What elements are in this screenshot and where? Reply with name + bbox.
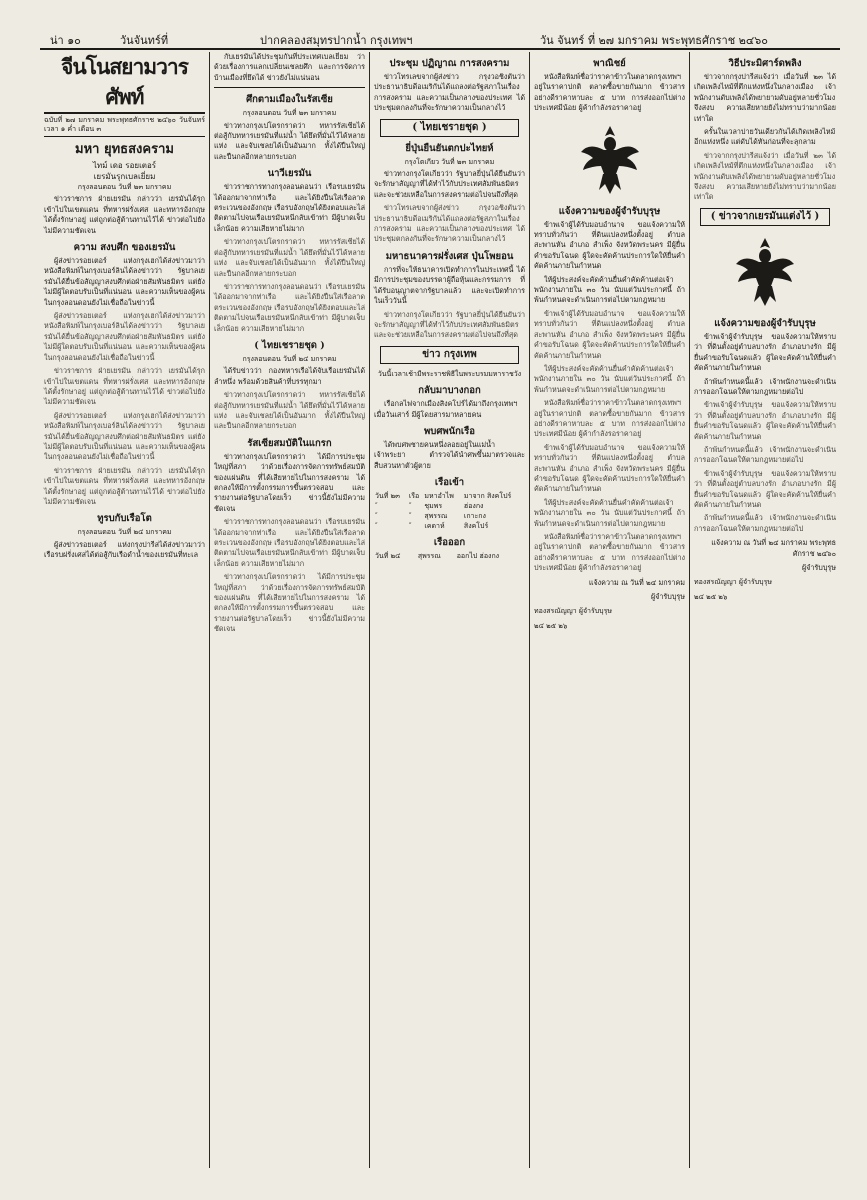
paris-dateline: กรุงลอนดอน วันที่ ๒๔ มกราคม bbox=[77, 528, 172, 537]
table-cell: มหาอำไพ bbox=[424, 492, 454, 501]
col5-top-body-cont: ข่าวจากกรุงปารีสแจ้งว่า เมื่อวันที่ ๒๓ ได้เกิดเพลิงไหม้ที่ตึกแห่งหนึ่งในกลางเมือง เจ้าพนักงานดับเพลิงได้พยายามดับอยู่หลายชั่วโมงจึงสงบ ความเสียหายยังไม่ทราบว่ามากน้อยเท่าใด bbox=[694, 150, 836, 202]
newspaper-page bbox=[40, 28, 840, 1174]
col4-top-headline: พาณิชย์ bbox=[593, 58, 626, 69]
col5-top-body-2: ครั้นในเวลาบ่ายวันเดียวกันได้เกิดเพลิงไหม้อีกแห่งหนึ่ง แต่ดับได้ทันก่อนที่จะลุกลาม bbox=[694, 127, 836, 147]
war-dateline: กรุงลอนดอน วันที่ ๒๓ มกราคม bbox=[77, 183, 172, 191]
table-cell: มาจาก สิงคโปร์ bbox=[463, 492, 512, 501]
notice-2-sign-date: แจ้งความ ณ วันที่ ๒๔ มกราคม พระพุทธศักราช ๒๔๖๐ bbox=[711, 538, 836, 558]
notice-2-body-cont-3: ข้าพเจ้าผู้จำรับบุรุษ ขอแจ้งความให้ทราบว่า ที่ดินตั้งอยู่ตำบลบางรัก อำเภอบางรัก มีผู้ยื่นคำขอรับโฉนดแล้ว ผู้ใดจะคัดค้านให้ยื่นคำคัดค้านภายในกำหนด bbox=[694, 468, 836, 509]
col3-headline-4: พบศพนักเรือ bbox=[424, 425, 475, 437]
col3-body-3: เรือกลไฟจากเมืองสิงคโปร์ได้มาถึงกรุงเทพฯ เมื่อวันเสาร์ มีผู้โดยสารมาหลายคน bbox=[374, 399, 518, 419]
notice-2-signatory: ผู้จำรับบุรุษ bbox=[801, 563, 836, 572]
header-date: วัน จันทร์ ที่ ๒๗ มกราคม พระพุทธศักราช ๒๔๖๐ bbox=[540, 34, 768, 47]
table-cell: ″ bbox=[408, 512, 412, 521]
column-4 bbox=[530, 52, 690, 1168]
notice-1-footer: ทองสรณัญญา ผู้จำรับบุรุษ bbox=[534, 607, 613, 616]
sub-body: ผู้ส่งข่าวรอยเตอร์ แห่งกรุงเฮกได้ส่งข่าวมาว่า หนังสือพิมพ์ในกรุงเบอร์ลินได้ลงข่าวว่า รัฐบาลเยรมันได้ยื่นข้อสัญญาสงบศึกต่อฝ่ายสัมพันธมิตร แต่ยังไม่มีผู้ใดตอบรับเป็นที่แน่นอน และความเห็นของผู้คนในกรุงลอนดอนยังไม่เชื่อถือในข่าวนี้ bbox=[44, 256, 205, 307]
notice-1-body-cont-6: หนังสือพิมพ์ชื่อว่าราคาข้าวในตลาดกรุงเทพฯ อยู่ในราคาปกติ ตลาดซื้อขายกันมาก ข้าวสารอย่างดีราคาหาบละ ๕ บาท การส่งออกไปต่างประเทศมีน้อย ผู้ค้ากำลังรอราคาอยู่ bbox=[534, 532, 685, 573]
notice-1-title: แจ้งความของผู้จำรับบุรุษ bbox=[558, 205, 661, 217]
table-cell: ″ bbox=[375, 502, 378, 511]
col3-headline-3: กลับมาบางกอก bbox=[418, 385, 481, 397]
table-cell: สิงคโปร์ bbox=[463, 522, 489, 531]
notice-2-body-cont: ข้าพเจ้าผู้จำรับบุรุษ ขอแจ้งความให้ทราบว่า ที่ดินตั้งอยู่ตำบลบางรัก อำเภอบางรัก มีผู้ยื่นคำขอรับโฉนดแล้ว ผู้ใดจะคัดค้านให้ยื่นคำคัดค้านภายในกำหนด bbox=[694, 400, 836, 441]
col2-body-2: ข่าวราชการทางกรุงลอนดอนว่า เรือรบเยรมันได้ออกมาจากท่าเรือ และได้ยิงปืนใส่เรือลาดตระเวนของอังกฤษ เรือรบอังกฤษได้ยิงตอบและไล่ติดตามไปจนเรือเยรมันหนีกลับเข้าท่า มีผู้บาดเจ็บเล็กน้อย ความเสียหายไม่มาก bbox=[214, 182, 365, 233]
notice-2-body-2: ถ้าพ้นกำหนดนี้แล้ว เจ้าพนักงานจะดำเนินการออกโฉนดให้ตามกฎหมายต่อไป bbox=[694, 376, 836, 396]
masthead-title: จีนโนสยามวารศัพท์ bbox=[44, 52, 205, 114]
col3-box-body-cont: ข่าวโทรเลขจากผู้ส่งข่าว กรุงวอชิงตันว่า ประธานาธิบดีอเมริกันได้แถลงต่อรัฐสภาในเรื่องการสงคราม และความเป็นกลางของประเทศ ได้ประชุมตกลงกันที่จะรักษาความเป็นกลางไว้ bbox=[374, 203, 525, 244]
paris-body: ผู้ส่งข่าวรอยเตอร์ แห่งกรุงปารีสได้ส่งข่าวมาว่า เรือรบฝรั่งเศสได้ต่อสู้กับเรือดำน้ำของเยรมันที่ทะเล bbox=[44, 539, 205, 560]
notice-1-body-cont-2: ให้ผู้ประสงค์จะคัดค้านยื่นคำคัดค้านต่อเจ้าพนักงานภายใน ๓๐ วัน นับแต่วันประกาศนี้ ถ้าพ้นกำหนดจะดำเนินการต่อไปตามกฎหมาย bbox=[534, 363, 685, 394]
col2-body-3-cont: ข่าวทางกรุงเปโตรกราดว่า ทหารรัสเซียได้ต่อสู้กับทหารเยรมันที่แม่น้ำ ได้ยึดที่มั่นไว้ได้หลายแห่ง และจับเชลยได้เป็นอันมาก ทั้งได้ปืนใหญ่ และปืนกลอีกหลายกระบอก bbox=[214, 390, 365, 431]
issue-meta: ฉบับที่ ๒๗ มกราคม พระพุทธศักราช ๒๔๖๐ วันจันทร์ เวลา ๑ ค่ำ เดือน ๓ bbox=[44, 116, 205, 137]
war-body: ข่าวราชการ ฝ่ายเยรมัน กล่าวว่า เยรมันได้รุกเข้าไปในเขตแดน ที่ทหารฝรั่งเศส และทหารอังกฤษ ได้ตั้งรักษาอยู่ แต่ถูกต่อสู้ต้านทานไว้ได้ ข่าวต่อไปยังไม่มีความชัดเจน bbox=[44, 194, 205, 235]
ship-arrivals-table bbox=[374, 491, 525, 531]
notice-2-footer: ทองสรณัญญา ผู้จำรับบุรุษ bbox=[694, 578, 773, 587]
ship-departures-table bbox=[374, 551, 525, 561]
col2-headline-2: นาวีเยรมัน bbox=[267, 168, 312, 180]
notice-1-body: ข้าพเจ้าผู้ได้รับมอบอำนาจ ขอแจ้งความให้ทราบทั่วกันว่า ที่ดินแปลงหนึ่งตั้งอยู่ ตำบล สะพานหัน อำเภอ สำเพ็ง จังหวัดพระนคร มีผู้ยื่นคำขอรับโฉนด ผู้ใดจะคัดค้านประการใดให้ยื่นคำคัดค้านภายในกำหนด bbox=[534, 219, 685, 271]
col3-top-headline: ประชุม ปฏิญาณ การสงคราม bbox=[389, 58, 510, 69]
header-department: ปากคลองสมุทรปากน้ำ bbox=[260, 34, 367, 47]
notice-1-body-cont-4: ข้าพเจ้าผู้ได้รับมอบอำนาจ ขอแจ้งความให้ทราบทั่วกันว่า ที่ดินแปลงหนึ่งตั้งอยู่ ตำบล สะพานหัน อำเภอ สำเพ็ง จังหวัดพระนคร มีผู้ยื่นคำขอรับโฉนด ผู้ใดจะคัดค้านประการใดให้ยื่นคำคัดค้านภายในกำหนด bbox=[534, 442, 685, 494]
ship-departures-title: เรือออก bbox=[433, 537, 466, 549]
column-2 bbox=[210, 52, 370, 1168]
table-row bbox=[374, 521, 525, 531]
notice-1-body-cont-3: หนังสือพิมพ์ชื่อว่าราคาข้าวในตลาดกรุงเทพฯ อยู่ในราคาปกติ ตลาดซื้อขายกันมาก ข้าวสารอย่างดีราคาหาบละ ๕ บาท การส่งออกไปต่างประเทศมีน้อย ผู้ค้ากำลังรอราคาอยู่ bbox=[534, 398, 685, 439]
col5-seal-caption: ( ข่าวจากเยรมันแต่งไว้ ) bbox=[700, 208, 830, 226]
col2-body-2-cont: ข่าวทางกรุงเปโตรกราดว่า ทหารรัสเซียได้ต่อสู้กับทหารเยรมันที่แม่น้ำ ได้ยึดที่มั่นไว้ได้หลายแห่ง และจับเชลยได้เป็นอันมาก ทั้งได้ปืนใหญ่ และปืนกลอีกหลายกระบอก bbox=[214, 237, 365, 278]
table-cell: ″ bbox=[408, 502, 412, 511]
col3-body-2: การที่จะให้ธนาคารเปิดทำการในประเทศนี้ ได้มีการประชุมของบรรดาผู้ถือหุ้นและกรรมการ ที่ได้รับอนุญาตจากรัฐบาลแล้ว และจะเปิดทำการในเร็ววันนี้ bbox=[374, 264, 525, 306]
table-cell: เรือ bbox=[408, 492, 420, 501]
table-row bbox=[374, 551, 525, 561]
table-cell: เกาะกง bbox=[463, 512, 486, 521]
table-cell: เคดาห์ bbox=[424, 522, 445, 531]
col2-headline-3: ( ไทยเชรายชุด ) bbox=[254, 339, 325, 351]
col2-body-3: ได้รับข่าวว่า กองทหารเรือได้จับเรือเยรมันได้ลำหนึ่ง พร้อมด้วยสินค้าที่บรรทุกมา bbox=[214, 366, 365, 386]
sub-body-cont: ผู้ส่งข่าวรอยเตอร์ แห่งกรุงเฮกได้ส่งข่าวมาว่า หนังสือพิมพ์ในกรุงเบอร์ลินได้ลงข่าวว่า รัฐบาลเยรมันได้ยื่นข้อสัญญาสงบศึกต่อฝ่ายสัมพันธมิตร แต่ยังไม่มีผู้ใดตอบรับเป็นที่แน่นอน และความเห็นของผู้คนในกรุงลอนดอนยังไม่เชื่อถือในข่าวนี้ bbox=[44, 311, 205, 362]
war-place: เยรมันรุกเบลเยี่ยม bbox=[93, 172, 156, 181]
sub-body-cont-4: ข่าวราชการ ฝ่ายเยรมัน กล่าวว่า เยรมันได้รุกเข้าไปในเขตแดน ที่ทหารฝรั่งเศส และทหารอังกฤษ ได้ตั้งรักษาอยู่ แต่ถูกต่อสู้ต้านทานไว้ได้ ข่าวต่อไปยังไม่มีความชัดเจน bbox=[44, 465, 205, 506]
notice-2-body: ข้าพเจ้าผู้จำรับบุรุษ ขอแจ้งความให้ทราบว่า ที่ดินตั้งอยู่ตำบลบางรัก อำเภอบางรัก มีผู้ยื่นคำขอรับโฉนดแล้ว ผู้ใดจะคัดค้านให้ยื่นคำคัดค้านภายในกำหนด bbox=[694, 331, 836, 373]
col5-top-headline: วิธีประมิศาร์ดพลิง bbox=[728, 58, 802, 69]
col2-dateline-1: กรุงลอนดอน วันที่ ๒๓ มกราคม bbox=[242, 109, 337, 118]
col3-section-box: ( ไทยเชรายชุด ) bbox=[380, 119, 519, 137]
col4-top-body: หนังสือพิมพ์ชื่อว่าราคาข้าวในตลาดกรุงเทพฯ อยู่ในราคาปกติ ตลาดซื้อขายกันมาก ข้าวสารอย่างดีราคาหาบละ ๕ บาท การส่งออกไปต่างประเทศมีน้อย ผู้ค้ากำลังรอราคาอยู่ bbox=[534, 72, 685, 113]
col2-headline-1: ศึกตามเมืองในรัสเซีย bbox=[246, 94, 333, 106]
col2-dateline-3: กรุงลอนดอน วันที่ ๒๔ มกราคม bbox=[242, 354, 337, 363]
notice-2-footer-numbers: ๒๔ ๒๕ ๒๖ bbox=[694, 592, 728, 601]
page-header bbox=[40, 28, 840, 50]
col3-box-body: ข่าวทางกรุงโตเกียวว่า รัฐบาลยี่ปุ่นได้ยืนยันว่า จะรักษาสัญญาที่ได้ทำไว้กับประเทศสัมพันธมิตร และจะช่วยเหลือในการสงครามต่อไปจนถึงที่สุด bbox=[374, 169, 525, 199]
notice-1-signatory: ผู้จำรับบุรุษ bbox=[650, 592, 685, 602]
garuda-emblem-icon bbox=[694, 234, 836, 312]
garuda-emblem-icon bbox=[534, 122, 685, 200]
header-weekday: วันจันทร์ที่ bbox=[120, 34, 169, 47]
header-city: กรุงเทพฯ bbox=[370, 34, 413, 47]
ship-arrivals-title: เรือเข้า bbox=[434, 477, 465, 489]
sub-headline: ความ สงบศึก ของเยรมัน bbox=[73, 242, 176, 254]
notice-1-sign-date: แจ้งความ ณ วันที่ ๒๔ มกราคม bbox=[588, 577, 685, 587]
bangkok-news-intro: วันนี้เวลาเช้ามีพระราชพิธีในพระบรมมหาราชวัง bbox=[377, 369, 522, 378]
col3-body-2-cont: ข่าวทางกรุงโตเกียวว่า รัฐบาลยี่ปุ่นได้ยืนยันว่า จะรักษาสัญญาที่ได้ทำไว้กับประเทศสัมพันธมิตร และจะช่วยเหลือในการสงครามต่อไปจนถึงที่สุด bbox=[374, 309, 525, 340]
col3-box-headline: ยี่ปุ่นยืนยันตกปะไทยห์ bbox=[405, 142, 494, 154]
war-source: ไทม์ เดอ รอยเตอร์ bbox=[92, 161, 157, 170]
col3-headline-2: มหาธนาคารฝรั่งเศส ปุ่นโพยอน bbox=[385, 250, 514, 262]
divider bbox=[214, 87, 365, 88]
war-headline: มหา ยุทธสงคราม bbox=[75, 142, 174, 157]
notice-1-body-2: ให้ผู้ประสงค์จะคัดค้านยื่นคำคัดค้านต่อเจ้าพนักงานภายใน ๓๐ วัน นับแต่วันประกาศนี้ ถ้าพ้นกำหนดจะดำเนินการต่อไปตามกฎหมาย bbox=[534, 274, 685, 305]
notice-1-body-cont-5: ให้ผู้ประสงค์จะคัดค้านยื่นคำคัดค้านต่อเจ้าพนักงานภายใน ๓๐ วัน นับแต่วันประกาศนี้ ถ้าพ้นกำหนดจะดำเนินการต่อไปตามกฎหมาย bbox=[534, 497, 685, 528]
column-5 bbox=[690, 52, 840, 1168]
table-cell: สุพรรณ bbox=[417, 552, 441, 561]
notice-2-title: แจ้งความของผู้จำรับบุรุษ bbox=[714, 317, 816, 329]
col5-top-body: ข่าวจากกรุงปารีสแจ้งว่า เมื่อวันที่ ๒๓ ได้เกิดเพลิงไหม้ที่ตึกแห่งหนึ่งในกลางเมือง เจ้าพนักงานดับเพลิงได้พยายามดับอยู่หลายชั่วโมงจึงสงบ ความเสียหายยังไม่ทราบว่ามากน้อยเท่าใด bbox=[694, 72, 836, 123]
table-row bbox=[374, 491, 525, 501]
notice-2-body-cont-4: ถ้าพ้นกำหนดนี้แล้ว เจ้าพนักงานจะดำเนินการออกโฉนดให้ตามกฎหมายต่อไป bbox=[694, 513, 836, 533]
table-cell: ″ bbox=[375, 512, 378, 521]
table-cell: ออกไป ฮ่องกง bbox=[456, 552, 500, 561]
col2-body-2-cont-2: ข่าวราชการทางกรุงลอนดอนว่า เรือรบเยรมันได้ออกมาจากท่าเรือ และได้ยิงปืนใส่เรือลาดตระเวนของอังกฤษ เรือรบอังกฤษได้ยิงตอบและไล่ติดตามไปจนเรือเยรมันหนีกลับเข้าท่า มีผู้บาดเจ็บเล็กน้อย ความเสียหายไม่มาก bbox=[214, 281, 365, 333]
col3-top-body: ข่าวโทรเลขจากผู้ส่งข่าว กรุงวอชิงตันว่า ประธานาธิบดีอเมริกันได้แถลงต่อรัฐสภาในเรื่องการสงคราม และความเป็นกลางของประเทศ ได้ประชุมตกลงกันที่จะรักษาความเป็นกลางไว้ bbox=[374, 72, 525, 113]
table-cell: ″ bbox=[408, 522, 412, 531]
col2-body-4-cont: ข่าวราชการทางกรุงลอนดอนว่า เรือรบเยรมันได้ออกมาจากท่าเรือ และได้ยิงปืนใส่เรือลาดตระเวนของอังกฤษ เรือรบอังกฤษได้ยิงตอบและไล่ติดตามไปจนเรือเยรมันหนีกลับเข้าท่า มีผู้บาดเจ็บเล็กน้อย ความเสียหายไม่มาก bbox=[214, 517, 365, 568]
column-3 bbox=[370, 52, 530, 1168]
table-cell: สุพรรณ bbox=[424, 512, 448, 521]
page-number: น่า ๑๐ bbox=[50, 34, 81, 47]
table-row bbox=[374, 511, 525, 521]
col2-top-body: กับเยรมันได้ประชุมกันที่ประเทศเบลเยี่ยม ว่าด้วยเรื่องการแลกเปลี่ยนเชลยศึก และการจัดการบ้านเมืองที่ยึดได้ ข่าวยังไม่แน่นอน bbox=[214, 52, 365, 82]
table-row bbox=[374, 501, 525, 511]
col3-body-4: ได้พบศพชายคนหนึ่งลอยอยู่ในแม่น้ำเจ้าพระยา ตำรวจได้นำศพขึ้นมาตรวจและสืบสวนหาตัวผู้ตาย bbox=[374, 439, 525, 470]
table-cell: ชุมพร bbox=[424, 502, 443, 511]
table-cell: วันที่ ๒๔ bbox=[375, 552, 401, 561]
paris-headline: ทูรบกับเรือโต bbox=[97, 513, 152, 525]
col2-body-1: ข่าวทางกรุงเปโตรกราดว่า ทหารรัสเซียได้ต่อสู้กับทหารเยรมันที่แม่น้ำ ได้ยึดที่มั่นไว้ได้หลายแห่ง และจับเชลยได้เป็นอันมาก ทั้งได้ปืนใหญ่ และปืนกลอีกหลายกระบอก bbox=[214, 120, 365, 161]
table-cell: วันที่ ๒๓ bbox=[375, 492, 400, 501]
col3-box-dateline: กรุงโตเกียว วันที่ ๒๓ มกราคม bbox=[404, 157, 495, 166]
notice-2-body-cont-2: ถ้าพ้นกำหนดนี้แล้ว เจ้าพนักงานจะดำเนินการออกโฉนดให้ตามกฎหมายต่อไป bbox=[694, 444, 836, 465]
column-1 bbox=[40, 52, 210, 1168]
sub-body-cont-2: ข่าวราชการ ฝ่ายเยรมัน กล่าวว่า เยรมันได้รุกเข้าไปในเขตแดน ที่ทหารฝรั่งเศส และทหารอังกฤษ ได้ตั้งรักษาอยู่ แต่ถูกต่อสู้ต้านทานไว้ได้ ข่าวต่อไปยังไม่มีความชัดเจน bbox=[44, 366, 205, 407]
notice-1-footer-numbers: ๒๔ ๒๕ ๒๖ bbox=[534, 621, 568, 630]
table-cell: ″ bbox=[375, 522, 378, 531]
bangkok-news-box: ข่าว กรุงเทพ bbox=[380, 346, 519, 364]
sub-body-cont-3: ผู้ส่งข่าวรอยเตอร์ แห่งกรุงเฮกได้ส่งข่าวมาว่า หนังสือพิมพ์ในกรุงเบอร์ลินได้ลงข่าวว่า รัฐบาลเยรมันได้ยื่นข้อสัญญาสงบศึกต่อฝ่ายสัมพันธมิตร แต่ยังไม่มีผู้ใดตอบรับเป็นที่แน่นอน และความเห็นของผู้คนในกรุงลอนดอนยังไม่เชื่อถือในข่าวนี้ bbox=[44, 410, 205, 462]
table-cell: ฮ่องกง bbox=[463, 502, 484, 511]
col2-body-4: ข่าวทางกรุงเปโตรกราดว่า ได้มีการประชุมใหญ่ที่สภา ว่าด้วยเรื่องการจัดการทรัพย์สมบัติของแผ่นดิน ที่ได้เสียหายไปในการสงคราม ได้ตกลงให้มีการตั้งกรรมการขึ้นตรวจสอบ และรายงานต่อรัฐบาลโดยเร็ว ข่าวนี้ยังไม่มีความชัดเจน bbox=[214, 451, 365, 513]
notice-1-body-cont: ข้าพเจ้าผู้ได้รับมอบอำนาจ ขอแจ้งความให้ทราบทั่วกันว่า ที่ดินแปลงหนึ่งตั้งอยู่ ตำบล สะพานหัน อำเภอ สำเพ็ง จังหวัดพระนคร มีผู้ยื่นคำขอรับโฉนด ผู้ใดจะคัดค้านประการใดให้ยื่นคำคัดค้านภายในกำหนด bbox=[534, 308, 685, 360]
col2-headline-4: รัสเซียสมบัติในแกรก bbox=[247, 437, 332, 449]
col2-body-4-cont-2: ข่าวทางกรุงเปโตรกราดว่า ได้มีการประชุมใหญ่ที่สภา ว่าด้วยเรื่องการจัดการทรัพย์สมบัติของแผ่นดิน ที่ได้เสียหายไปในการสงคราม ได้ตกลงให้มีการตั้งกรรมการขึ้นตรวจสอบ และรายงานต่อรัฐบาลโดยเร็ว ข่าวนี้ยังไม่มีความชัดเจน bbox=[214, 572, 365, 634]
